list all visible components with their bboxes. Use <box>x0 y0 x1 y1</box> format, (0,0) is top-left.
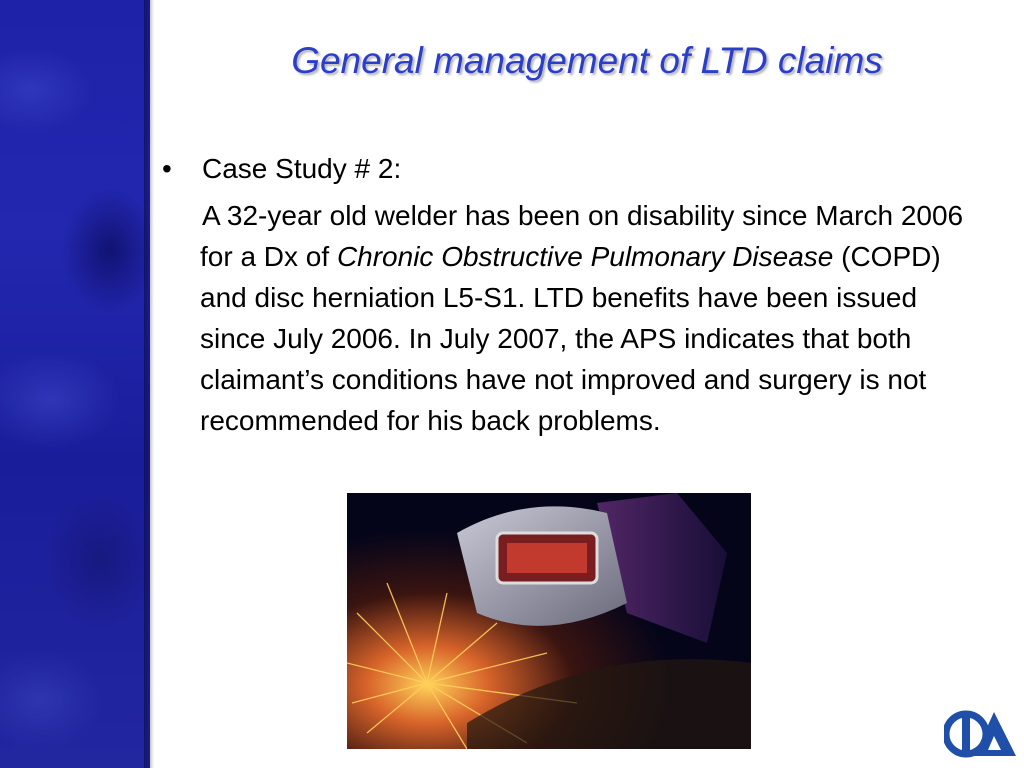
decorative-side-panel <box>0 0 150 768</box>
case-text-part-1: A 32-year old welder has been on disability since March 2006 for a Dx of <box>200 200 964 272</box>
welder-photo <box>347 493 751 749</box>
slide-body <box>160 148 990 441</box>
bullet-item <box>160 148 990 189</box>
case-study-heading: Case Study # 2: <box>202 153 402 184</box>
case-description <box>200 195 990 441</box>
case-text-part-2: (COPD) and disc herniation L5-S1. LTD benefits have been issued since July 2006. In July 2007, the APS indicates that both claimant’s conditions have not improved and surgery is not recommended for his back problems. <box>200 241 941 436</box>
case-italic-term: Chronic Obstructive Pulmonary Disease <box>336 241 834 272</box>
cia-logo <box>944 706 1018 762</box>
slide-title: General management of LTD claims <box>291 40 883 81</box>
side-panel-edge-shadow <box>144 0 154 768</box>
bullet-marker: • <box>162 153 172 184</box>
